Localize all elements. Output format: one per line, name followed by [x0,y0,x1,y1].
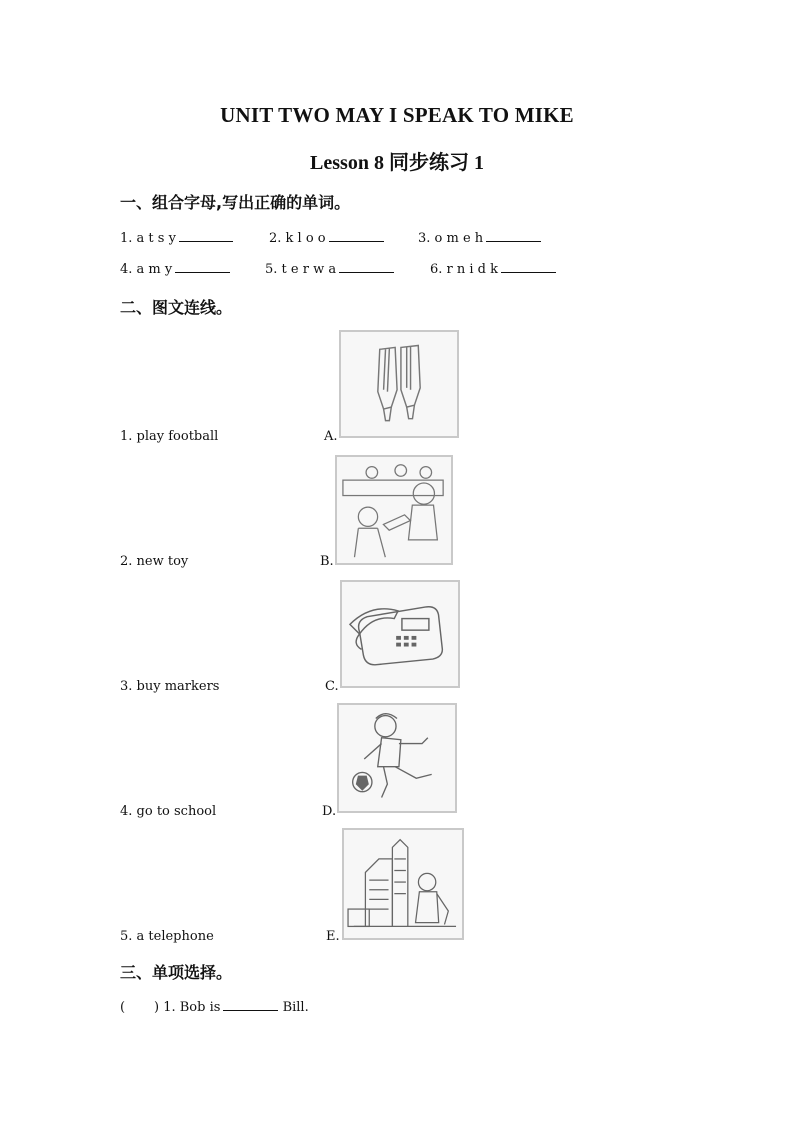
answer-parentheses[interactable]: ( ) [120,1000,160,1015]
telephone-picture [340,580,460,688]
match-phrase-1: 1. play football [120,429,219,444]
section2-heading: 二、图文连线。 [120,298,233,317]
match-phrase-4: 4. go to school [120,804,217,819]
answer-blank[interactable] [501,260,556,273]
word-item-4: 4. a m y [120,260,230,277]
choice-question-1: ( ) 1. Bob is Bill. [120,1000,309,1015]
answer-blank[interactable] [175,260,230,273]
word-item-6: 6. r n i d k [430,260,556,277]
match-phrase-2: 2. new toy [120,554,189,569]
match-letter-e: E. [326,929,340,944]
section1-heading: 一、组合字母,写出正确的单词。 [120,193,351,212]
word-item-2: 2. k l o o [269,229,384,246]
match-phrase-5: 5. a telephone [120,929,214,944]
match-letter-d: D. [322,804,337,819]
word-item-3: 3. o m e h [418,229,541,246]
answer-blank[interactable] [339,260,394,273]
answer-blank[interactable] [223,998,278,1011]
answer-blank[interactable] [179,229,233,242]
school-boy-picture [342,828,464,940]
answer-blank[interactable] [486,229,541,242]
markers-picture [339,330,459,438]
section3-heading: 三、单项选择。 [120,963,233,982]
word-item-5: 5. t e r w a [265,260,394,277]
children-toy-picture [335,455,453,565]
match-letter-a: A. [324,429,338,444]
match-letter-c: C. [325,679,339,694]
boy-football-picture [337,703,457,813]
match-letter-b: B. [320,554,334,569]
match-phrase-3: 3. buy markers [120,679,220,694]
page-title: UNIT TWO MAY I SPEAK TO MIKE [220,103,574,127]
word-item-1: 1. a t s y [120,229,233,246]
lesson-subtitle: Lesson 8 同步练习 1 [310,152,484,174]
answer-blank[interactable] [329,229,384,242]
